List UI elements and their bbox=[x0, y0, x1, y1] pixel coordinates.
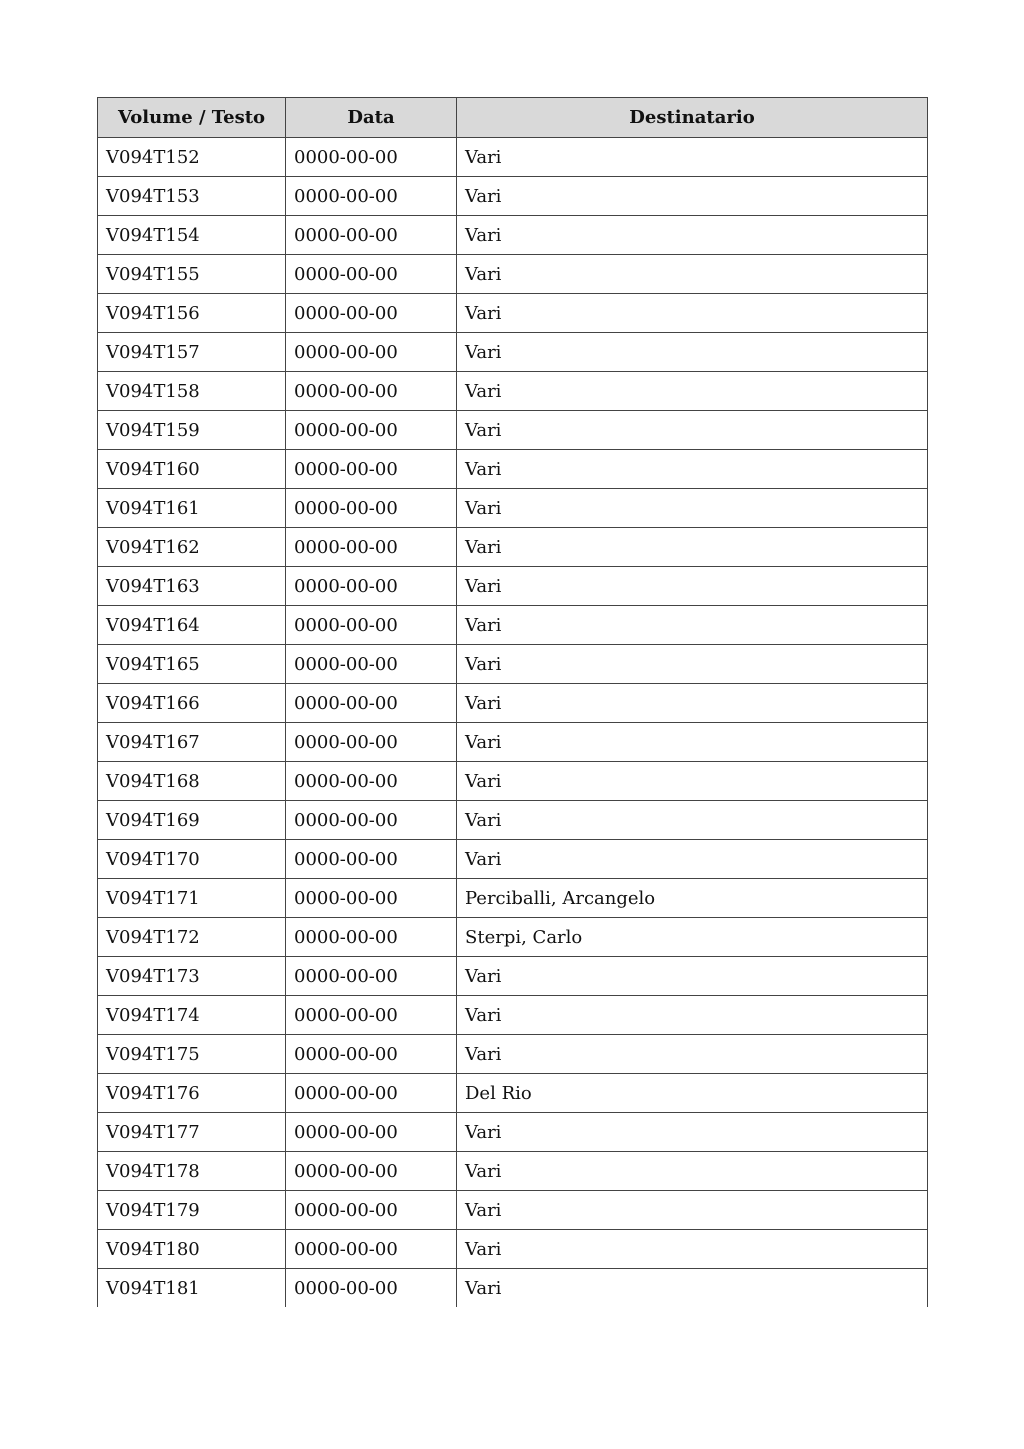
cell-destinatario: Vari bbox=[457, 567, 928, 606]
cell-data: 0000-00-00 bbox=[286, 1152, 457, 1191]
cell-data: 0000-00-00 bbox=[286, 372, 457, 411]
table-row bbox=[98, 333, 928, 372]
table-row bbox=[98, 645, 928, 684]
cell-volume-testo: V094T160 bbox=[98, 450, 286, 489]
cell-volume-testo: V094T178 bbox=[98, 1152, 286, 1191]
cell-volume-testo: V094T180 bbox=[98, 1230, 286, 1269]
table-row bbox=[98, 1269, 928, 1308]
cell-destinatario: Vari bbox=[457, 138, 928, 177]
cell-volume-testo: V094T163 bbox=[98, 567, 286, 606]
cell-data: 0000-00-00 bbox=[286, 1035, 457, 1074]
cell-destinatario: Vari bbox=[457, 1113, 928, 1152]
cell-volume-testo: V094T157 bbox=[98, 333, 286, 372]
table-row bbox=[98, 840, 928, 879]
cell-destinatario: Vari bbox=[457, 684, 928, 723]
table-row bbox=[98, 177, 928, 216]
header-destinatario: Destinatario bbox=[457, 98, 928, 138]
document-table-container bbox=[97, 97, 927, 1307]
cell-data: 0000-00-00 bbox=[286, 255, 457, 294]
cell-destinatario: Vari bbox=[457, 996, 928, 1035]
cell-data: 0000-00-00 bbox=[286, 1074, 457, 1113]
cell-data: 0000-00-00 bbox=[286, 1191, 457, 1230]
cell-data: 0000-00-00 bbox=[286, 1113, 457, 1152]
cell-destinatario: Vari bbox=[457, 957, 928, 996]
cell-data: 0000-00-00 bbox=[286, 177, 457, 216]
table-row bbox=[98, 450, 928, 489]
cell-data: 0000-00-00 bbox=[286, 762, 457, 801]
cell-data: 0000-00-00 bbox=[286, 333, 457, 372]
cell-destinatario: Vari bbox=[457, 411, 928, 450]
cell-volume-testo: V094T165 bbox=[98, 645, 286, 684]
cell-data: 0000-00-00 bbox=[286, 528, 457, 567]
letters-table bbox=[97, 97, 928, 1307]
table-row bbox=[98, 372, 928, 411]
cell-data: 0000-00-00 bbox=[286, 294, 457, 333]
cell-destinatario: Vari bbox=[457, 1269, 928, 1308]
cell-destinatario: Sterpi, Carlo bbox=[457, 918, 928, 957]
cell-volume-testo: V094T162 bbox=[98, 528, 286, 567]
cell-volume-testo: V094T173 bbox=[98, 957, 286, 996]
cell-data: 0000-00-00 bbox=[286, 411, 457, 450]
cell-volume-testo: V094T169 bbox=[98, 801, 286, 840]
cell-destinatario: Vari bbox=[457, 723, 928, 762]
table-row bbox=[98, 1230, 928, 1269]
table-row bbox=[98, 918, 928, 957]
cell-destinatario: Vari bbox=[457, 528, 928, 567]
table-row bbox=[98, 489, 928, 528]
cell-volume-testo: V094T155 bbox=[98, 255, 286, 294]
cell-data: 0000-00-00 bbox=[286, 645, 457, 684]
header-row bbox=[98, 98, 928, 138]
cell-volume-testo: V094T168 bbox=[98, 762, 286, 801]
cell-destinatario: Vari bbox=[457, 372, 928, 411]
cell-data: 0000-00-00 bbox=[286, 489, 457, 528]
cell-volume-testo: V094T170 bbox=[98, 840, 286, 879]
cell-data: 0000-00-00 bbox=[286, 567, 457, 606]
table-row bbox=[98, 957, 928, 996]
cell-data: 0000-00-00 bbox=[286, 450, 457, 489]
table-row bbox=[98, 996, 928, 1035]
table-row bbox=[98, 684, 928, 723]
cell-destinatario: Vari bbox=[457, 177, 928, 216]
cell-destinatario: Del Rio bbox=[457, 1074, 928, 1113]
table-row bbox=[98, 1113, 928, 1152]
cell-data: 0000-00-00 bbox=[286, 216, 457, 255]
cell-volume-testo: V094T172 bbox=[98, 918, 286, 957]
cell-data: 0000-00-00 bbox=[286, 879, 457, 918]
table-row bbox=[98, 567, 928, 606]
cell-data: 0000-00-00 bbox=[286, 840, 457, 879]
cell-destinatario: Vari bbox=[457, 294, 928, 333]
cell-data: 0000-00-00 bbox=[286, 918, 457, 957]
cell-volume-testo: V094T181 bbox=[98, 1269, 286, 1308]
table-row bbox=[98, 138, 928, 177]
cell-destinatario: Vari bbox=[457, 645, 928, 684]
table-row bbox=[98, 411, 928, 450]
cell-volume-testo: V094T177 bbox=[98, 1113, 286, 1152]
cell-destinatario: Vari bbox=[457, 840, 928, 879]
table-row bbox=[98, 1191, 928, 1230]
cell-volume-testo: V094T174 bbox=[98, 996, 286, 1035]
cell-data: 0000-00-00 bbox=[286, 138, 457, 177]
cell-volume-testo: V094T156 bbox=[98, 294, 286, 333]
table-row bbox=[98, 528, 928, 567]
cell-volume-testo: V094T158 bbox=[98, 372, 286, 411]
cell-data: 0000-00-00 bbox=[286, 1230, 457, 1269]
header-data: Data bbox=[286, 98, 457, 138]
table-row bbox=[98, 879, 928, 918]
cell-data: 0000-00-00 bbox=[286, 996, 457, 1035]
cell-destinatario: Vari bbox=[457, 450, 928, 489]
table-header bbox=[98, 98, 928, 138]
cell-volume-testo: V094T159 bbox=[98, 411, 286, 450]
cell-destinatario: Vari bbox=[457, 1035, 928, 1074]
cell-volume-testo: V094T179 bbox=[98, 1191, 286, 1230]
table-row bbox=[98, 255, 928, 294]
cell-volume-testo: V094T176 bbox=[98, 1074, 286, 1113]
table-row bbox=[98, 216, 928, 255]
cell-destinatario: Perciballi, Arcangelo bbox=[457, 879, 928, 918]
cell-volume-testo: V094T166 bbox=[98, 684, 286, 723]
cell-volume-testo: V094T167 bbox=[98, 723, 286, 762]
cell-destinatario: Vari bbox=[457, 1191, 928, 1230]
cell-volume-testo: V094T171 bbox=[98, 879, 286, 918]
table-row bbox=[98, 294, 928, 333]
table-row bbox=[98, 606, 928, 645]
cell-destinatario: Vari bbox=[457, 1230, 928, 1269]
cell-destinatario: Vari bbox=[457, 333, 928, 372]
table-row bbox=[98, 1035, 928, 1074]
table-row bbox=[98, 801, 928, 840]
cell-volume-testo: V094T164 bbox=[98, 606, 286, 645]
cell-data: 0000-00-00 bbox=[286, 684, 457, 723]
cell-volume-testo: V094T161 bbox=[98, 489, 286, 528]
cell-destinatario: Vari bbox=[457, 801, 928, 840]
cell-destinatario: Vari bbox=[457, 216, 928, 255]
cell-volume-testo: V094T152 bbox=[98, 138, 286, 177]
cell-destinatario: Vari bbox=[457, 489, 928, 528]
cell-destinatario: Vari bbox=[457, 606, 928, 645]
cell-volume-testo: V094T175 bbox=[98, 1035, 286, 1074]
table-body bbox=[98, 138, 928, 1308]
cell-destinatario: Vari bbox=[457, 1152, 928, 1191]
cell-data: 0000-00-00 bbox=[286, 606, 457, 645]
table-row bbox=[98, 762, 928, 801]
cell-data: 0000-00-00 bbox=[286, 801, 457, 840]
cell-data: 0000-00-00 bbox=[286, 957, 457, 996]
table-row bbox=[98, 723, 928, 762]
cell-volume-testo: V094T154 bbox=[98, 216, 286, 255]
table-row bbox=[98, 1152, 928, 1191]
table-row bbox=[98, 1074, 928, 1113]
cell-data: 0000-00-00 bbox=[286, 1269, 457, 1308]
header-volume-testo: Volume / Testo bbox=[98, 98, 286, 138]
cell-destinatario: Vari bbox=[457, 255, 928, 294]
cell-destinatario: Vari bbox=[457, 762, 928, 801]
cell-volume-testo: V094T153 bbox=[98, 177, 286, 216]
cell-data: 0000-00-00 bbox=[286, 723, 457, 762]
